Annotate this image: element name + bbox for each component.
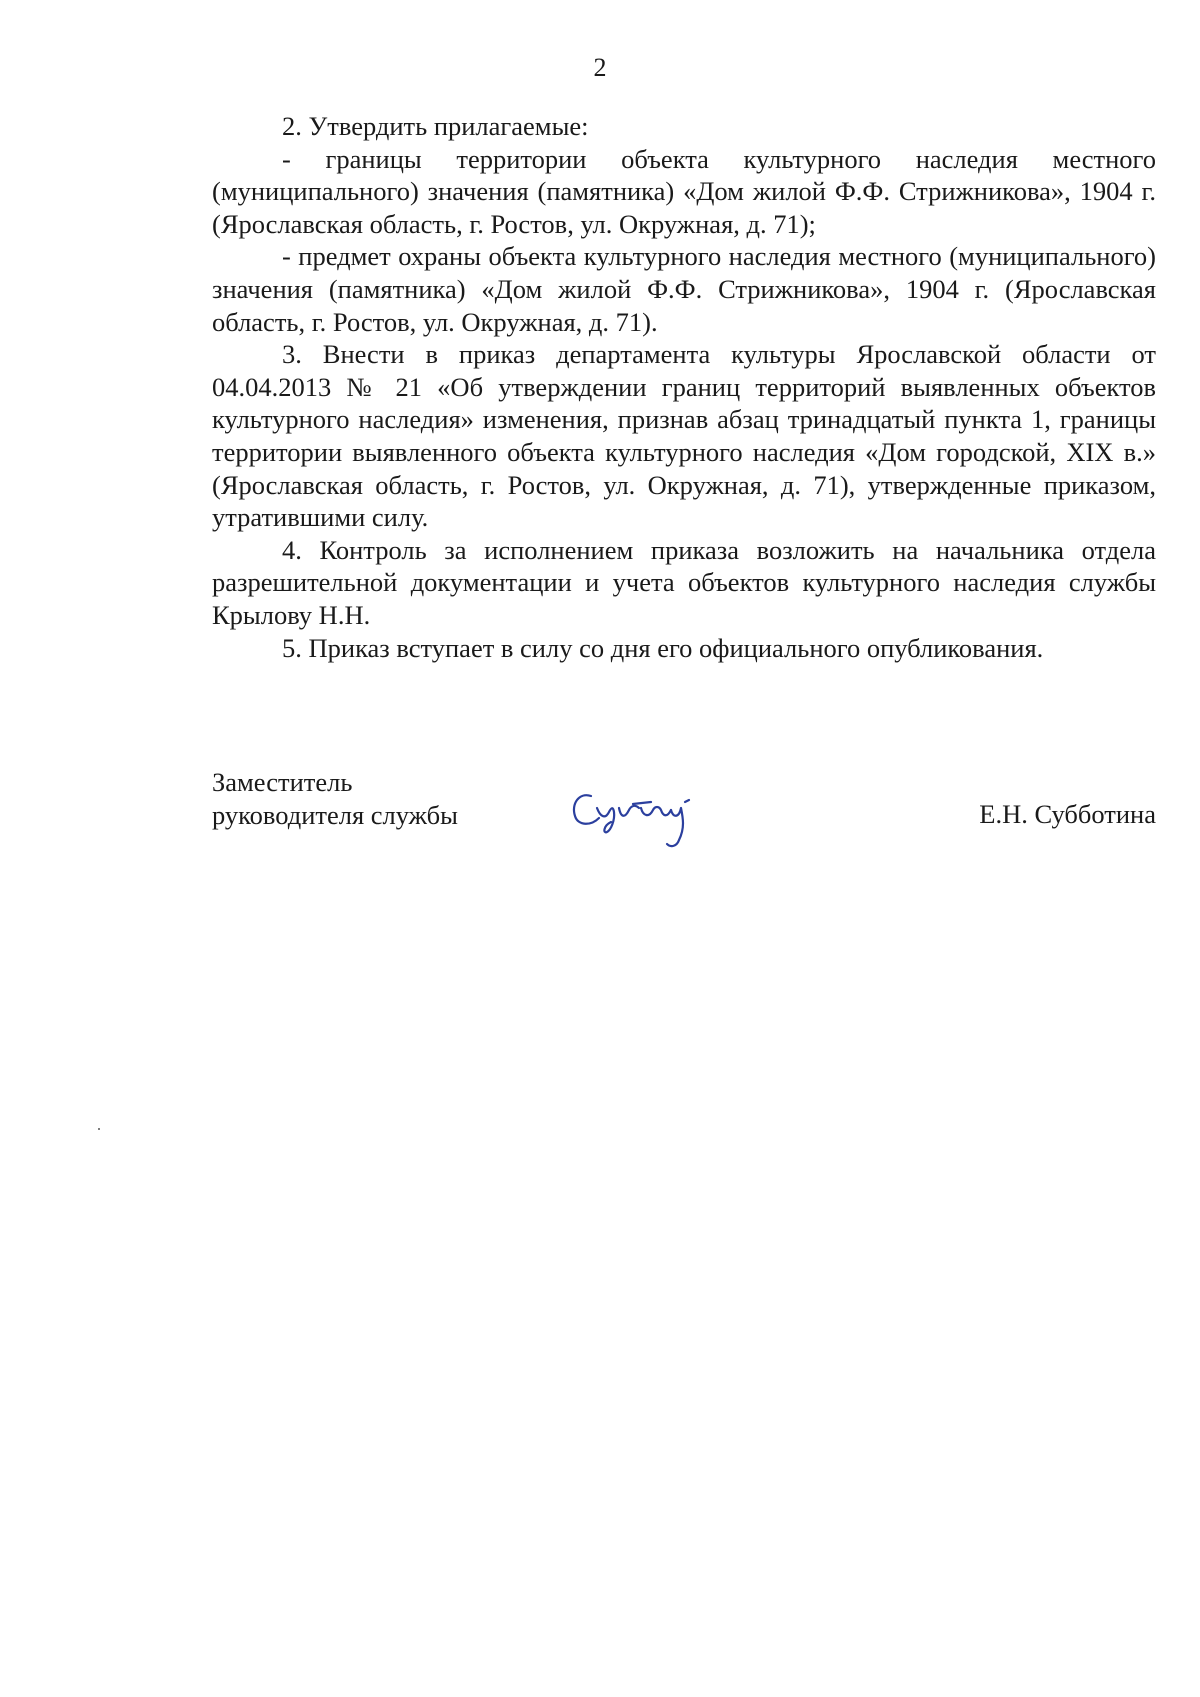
paragraph-effective-date: 5. Приказ вступает в силу со дня его официального опубликования. — [282, 632, 1044, 663]
paragraph-control: 4. Контроль за исполнением приказа возложить на начальника отдела разрешительной документации и учета объектов культурного наследия службы Крылову Н.Н. — [212, 534, 1156, 630]
paragraph-amend-order: 3. Внести в приказ департамента культуры Ярославской области от 04.04.2013 № 21 «Об утверждении границ территорий выявленных объектов культурного наследия» изменения, признав абзац тринадцатый пункта 1, границы территории выявленного объекта культурного наследия «Дом городской, XIX в.» (Ярославская область, г. Ростов, ул. Окружная, д. 71), утвержденные приказом, утратившими силу. — [212, 339, 1156, 533]
signatory-position — [212, 766, 458, 831]
page-number: 2 — [593, 53, 607, 82]
scan-artifact-dot — [98, 1128, 100, 1130]
signatory-position-line-1: Заместитель — [212, 767, 353, 797]
paragraph-approve-heading: 2. Утвердить прилагаемые: — [282, 111, 589, 141]
paragraph-protection-subject: - предмет охраны объекта культурного наследия местного (муниципального) значения (памятника) «Дом жилой Ф.Ф. Стрижникова», 1904 г. (Ярославская область, г. Ростов, ул. Окружная, д. 71). — [212, 241, 1156, 337]
document-body — [212, 110, 1156, 664]
signature-block — [212, 766, 1156, 866]
signatory-position-line-2: руководителя службы — [212, 799, 458, 830]
signatory-name: Е.Н. Субботина — [979, 799, 1156, 829]
paragraph-territory-boundaries: - границы территории объекта культурного наследия местного (муниципального) значения (памятника) «Дом жилой Ф.Ф. Стрижникова», 1904 г. (Ярославская область, г. Ростов, ул. Окружная, д. 71); — [212, 143, 1156, 239]
handwritten-signature — [567, 778, 707, 850]
